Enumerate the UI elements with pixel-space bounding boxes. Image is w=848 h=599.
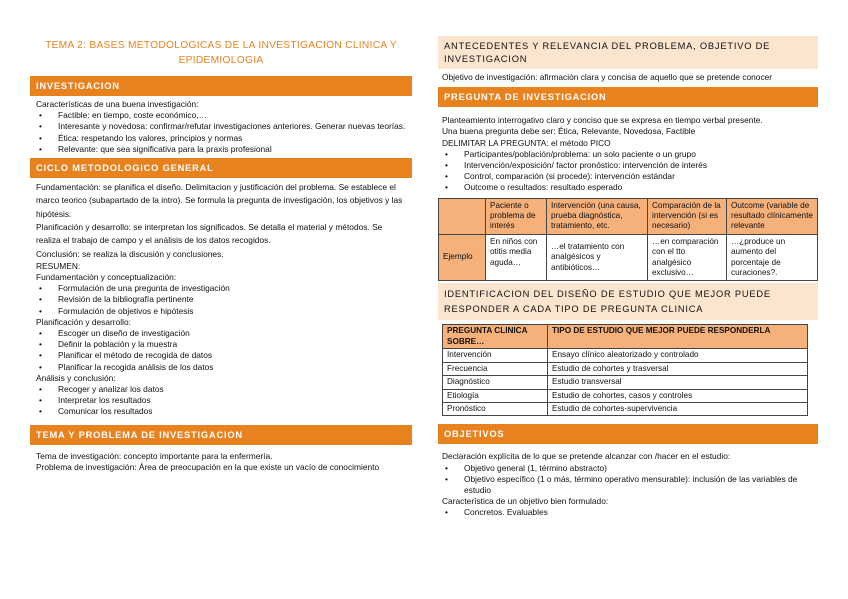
list-item: • Recoger y analizar los datos — [36, 384, 408, 395]
pregunta-line2: Una buena pregunta debe ser: Ética, Relevante, Novedosa, Factible — [442, 126, 696, 137]
left-column — [30, 0, 412, 476]
table-header-cell: Intervención (una causa, prueba diagnóstica, tratamiento, etc. — [547, 198, 648, 234]
table-cell: Estudio de cohortes-supervivencia — [548, 402, 808, 415]
planificacion-list — [36, 328, 408, 373]
table-header-cell: Comparación de la intervención (si es necesario) — [648, 198, 727, 234]
list-item: • Concretos. Evaluables — [442, 507, 814, 518]
investigacion-section — [30, 96, 412, 158]
table-cell: Intervención — [443, 349, 548, 362]
list-item: • Definir la población y la muestra — [36, 339, 408, 350]
antecedentes-text: Objetivo de investigación: afirmación clara y concisa de aquello que se pretende conocer — [442, 72, 773, 82]
estudio-table — [442, 324, 808, 416]
right-column — [438, 0, 818, 521]
ciclo-planificacion: Planificación y desarrollo: se interpretan los significados. Se detalla el material y métodos. Se realiza el trabajo de campo y el análisis de los datos recogidos. — [36, 221, 383, 246]
list-item: • Interesante y novedosa: confirmar/refutar investigaciones anteriores. Generar nuevas teorías. — [36, 121, 408, 132]
ciclo-section — [30, 178, 412, 421]
section-heading-objetivos: OBJETIVOS — [438, 424, 818, 444]
pregunta-line3: DELIMITAR LA PREGUNTA: el método PICO — [442, 137, 611, 148]
fundamentacion-list — [36, 283, 408, 317]
list-item: • Outcome o resultados: resultado esperado — [442, 182, 814, 193]
objetivos-section — [438, 444, 818, 520]
table-cell: Diagnóstico — [443, 376, 548, 389]
section-heading-tema: TEMA Y PROBLEMA DE INVESTIGACION — [30, 425, 412, 445]
list-item: • Escoger un diseño de investigación — [36, 328, 408, 339]
table-header-cell: Paciente o problema de interés — [486, 198, 547, 234]
antecedentes-section — [438, 69, 818, 87]
list-item: • Factible: en tiempo, coste económico,… — [36, 110, 408, 121]
section-heading-pregunta: PREGUNTA DE INVESTIGACION — [438, 87, 818, 107]
list-item: • Participantes/población/problema: un solo paciente o un grupo — [442, 149, 814, 160]
list-item: • Objetivo específico (1 o más, término operativo mensurable): inclusión de las variables de estudio — [442, 474, 814, 496]
fundamentacion-label: Fundamentación y conceptualización: — [36, 272, 177, 282]
ciclo-fundamentacion: Fundamentación: se planifica el diseño. Delimitacion y justificación del problema. Se establece el marco teorico (subapartado de la intro). Se formula la pregunta de investigación, los objetivos y las hipótesis. — [36, 182, 403, 219]
table-cell: Frecuencia — [443, 362, 548, 375]
section-heading-investigacion: INVESTIGACION — [30, 76, 412, 96]
objetivos-intro: Declaración explícita de lo que se pretende alcanzar con /hacer en el estudio: — [442, 451, 731, 462]
table-row — [443, 349, 808, 362]
list-item: • Objetivo general (1, término abstracto) — [442, 463, 814, 474]
list-item: • Intervención/exposición/ factor pronóstico: intervención de interés — [442, 160, 814, 171]
caracteristicas-list — [442, 507, 814, 518]
list-item: • Interpretar los resultados — [36, 395, 408, 406]
list-item: • Planificar la recogida análisis de los datos — [36, 362, 408, 373]
table-cell: Estudio de cohortes y trasversal — [548, 362, 808, 375]
planificacion-label: Planificación y desarrollo: — [36, 316, 131, 327]
table-cell: En niños con otitis media aguda… — [486, 234, 547, 281]
list-item: • Control, comparación (si procede): intervención estándar — [442, 171, 814, 182]
resumen-label: RESUMEN: — [36, 260, 81, 271]
table-row — [443, 402, 808, 415]
table-header-cell: TIPO DE ESTUDIO QUE MEJOR PUEDE RESPONDERLA — [548, 325, 808, 349]
table-cell: Ensayo clínico aleatorizado y controlado — [548, 349, 808, 362]
pico-list — [442, 149, 814, 194]
pregunta-line1: Planteamiento interrogativo claro y conciso que se expresa en tiempo verbal presente. — [442, 115, 763, 126]
table-cell: Pronóstico — [443, 402, 548, 415]
investigacion-list — [36, 110, 408, 155]
tema-section — [30, 445, 412, 476]
list-item: • Formulación de una pregunta de investigación — [36, 283, 408, 294]
list-item: • Relevante: que sea significativa para la praxis profesional — [36, 144, 408, 155]
pico-table — [438, 198, 818, 282]
analisis-list — [36, 384, 408, 418]
ciclo-conclusion: Conclusión: se realiza la discusión y conclusiones. — [36, 248, 224, 259]
list-item: • Comunicar los resultados — [36, 406, 408, 417]
table-header-cell: PREGUNTA CLINICA SOBRE… — [443, 325, 548, 349]
table-row — [443, 325, 808, 349]
table-header-cell: Outcome (variable de resultado clínicamente relevante — [727, 198, 818, 234]
list-item: • Ética: respetando los valores, principios y normas — [36, 133, 408, 144]
table-row — [443, 389, 808, 402]
objetivos-list — [442, 463, 814, 497]
table-row — [443, 376, 808, 389]
table-row — [439, 234, 818, 281]
table-row-label: Ejemplo — [439, 234, 486, 281]
investigacion-intro: Características de una buena investigación: — [36, 99, 199, 109]
caracteristicas-label: Característica de un objetivo bien formulado: — [442, 496, 609, 507]
tema-text: Tema de investigación: concepto importante para la enfermería. — [36, 450, 273, 461]
table-cell: …en comparación con el tto analgésico exclusivo… — [648, 234, 727, 281]
analisis-label: Análisis y conclusión: — [36, 372, 116, 383]
table-cell: …¿produce un aumento del porcentaje de curaciones?. — [727, 234, 818, 281]
list-item: • Revisión de la bibliografía pertinente — [36, 294, 408, 305]
problema-text: Problema de investigación: Área de preocupación en la que existe un vacío de conocimiento — [36, 461, 380, 472]
table-cell: Estudio de cohortes, casos y controles — [548, 389, 808, 402]
table-cell: Estudio transversal — [548, 376, 808, 389]
table-row — [439, 198, 818, 234]
section-heading-identificacion: IDENTIFICACION DEL DISEÑO DE ESTUDIO QUE MEJOR PUEDE RESPONDER A CADA TIPO DE PREGUNTA CLINICA — [438, 283, 818, 320]
section-heading-ciclo: CICLO METODOLOGICO GENERAL — [30, 158, 412, 178]
list-item: • Formulación de objetivos e hipótesis — [36, 306, 408, 317]
table-corner-cell — [439, 198, 486, 234]
table-cell: Etiología — [443, 389, 548, 402]
list-item: • Planificar el método de recogida de datos — [36, 350, 408, 361]
page-title: TEMA 2: BASES METODOLOGICAS DE LA INVESTIGACION CLINICA Y EPIDEMIOLOGIA — [45, 40, 397, 66]
pregunta-section — [438, 107, 818, 195]
table-cell: …el tratamiento con analgésicos y antibióticos… — [547, 234, 648, 281]
section-heading-antecedentes: ANTECEDENTES Y RELEVANCIA DEL PROBLEMA, OBJETIVO DE INVESTIGACION — [438, 36, 818, 69]
table-row — [443, 362, 808, 375]
